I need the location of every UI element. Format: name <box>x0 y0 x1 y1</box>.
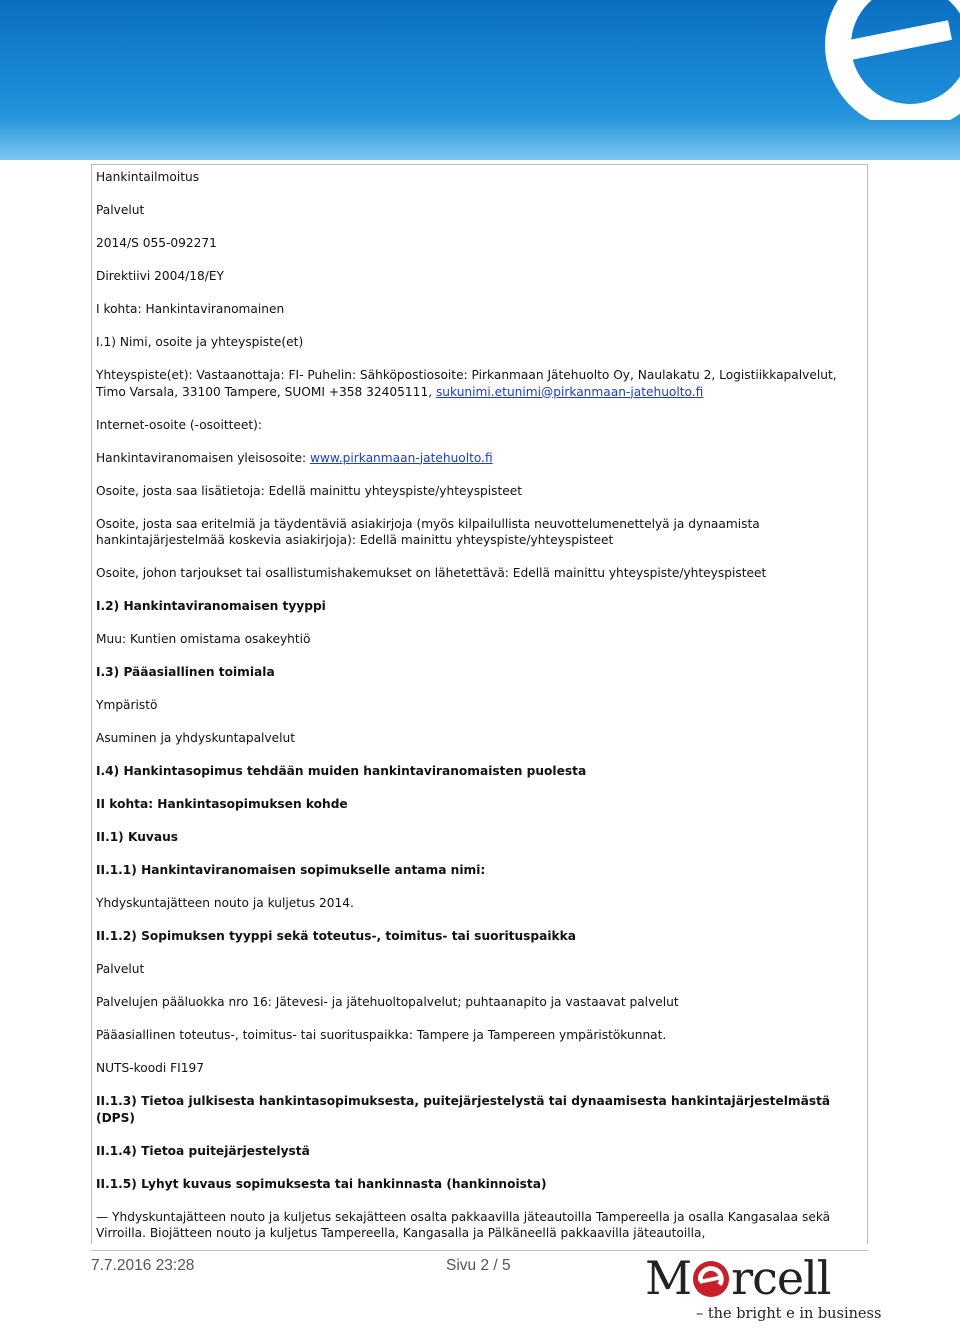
paragraph-text: II.1.4) Tietoa puitejärjestelystä <box>96 1143 310 1158</box>
section-heading <box>96 664 868 681</box>
paragraph-text: I.3) Pääasiallinen toimiala <box>96 665 275 679</box>
paragraph <box>96 367 868 400</box>
paragraph-text: I.4) Hankintasopimus tehdään muiden hankintaviranomaisten puolesta <box>96 764 587 778</box>
paragraph <box>96 516 868 549</box>
paragraph-text: Hankintaviranomaisen yleisosoite: <box>96 450 310 465</box>
logo-text-left: M <box>645 1251 692 1305</box>
paragraph-text: Palvelut <box>96 962 145 976</box>
paragraph <box>96 961 868 978</box>
footer-page-number: Sivu 2 / 5 <box>446 1257 511 1274</box>
paragraph-link[interactable]: www.pirkanmaan-jatehuolto.fi <box>309 450 493 465</box>
footer-tagline: – the bright e in business <box>696 1306 882 1322</box>
document-body <box>96 169 868 1244</box>
paragraph <box>96 565 868 582</box>
paragraph-text: I kohta: Hankintaviranomainen <box>96 302 285 316</box>
paragraph-text: II kohta: Hankintasopimuksen kohde <box>96 797 348 811</box>
section-heading <box>96 763 868 780</box>
logo-text-right: rcell <box>731 1251 831 1305</box>
paragraph-text: II.1.5) Lyhyt kuvaus sopimuksesta tai hankinnasta (hankinnoista) <box>96 1176 547 1191</box>
marcell-logo <box>645 1252 831 1304</box>
section-heading <box>96 862 868 879</box>
paragraph-text: Direktiivi 2004/18/EY <box>96 269 224 283</box>
paragraph-text: II.1.3) Tietoa julkisesta hankintasopimuksesta, puitejärjestelystä tai dynaamisesta hankintajärjestelmästä (DPS) <box>96 1094 835 1125</box>
paragraph-text: Asuminen ja yhdyskuntapalvelut <box>96 731 296 745</box>
document-frame <box>91 164 868 1244</box>
paragraph <box>96 697 868 714</box>
paragraph-text: I.1) Nimi, osoite ja yhteyspiste(et) <box>96 335 304 349</box>
paragraph-text: NUTS-koodi FI197 <box>96 1061 205 1075</box>
paragraph-link[interactable]: sukunimi.etunimi@pirkanmaan-jatehuolto.fi <box>435 384 704 399</box>
paragraph-text: Muu: Kuntien omistama osakeyhtiö <box>96 632 311 646</box>
section-heading <box>96 928 868 945</box>
paragraph <box>96 1027 868 1044</box>
paragraph-text: Ympäristö <box>96 698 158 712</box>
paragraph <box>96 1209 868 1242</box>
section-heading <box>96 796 868 813</box>
section-heading <box>96 1176 868 1193</box>
paragraph <box>96 994 868 1011</box>
banner-gradient <box>0 120 960 160</box>
paragraph-text: Osoite, josta saa lisätietoja: Edellä mainittu yhteyspiste/yhteyspisteet <box>96 483 523 498</box>
paragraph-text: Yhdyskuntajätteen nouto ja kuljetus 2014. <box>96 896 354 910</box>
section-heading <box>96 1143 868 1160</box>
paragraph <box>96 730 868 747</box>
paragraph-text: Osoite, josta saa eritelmiä ja täydentäviä asiakirjoja (myös kilpailullista neuvottelumenettelyä ja dynaamista hankintajärjestelmää koskevia asiakirjoja): Edellä mainittu yhteyspiste/yhteyspisteet <box>96 516 764 547</box>
paragraph <box>96 169 868 186</box>
paragraph-text: II.1) Kuvaus <box>96 830 178 844</box>
paragraph-text: II.1.2) Sopimuksen tyyppi sekä toteutus-, toimitus- tai suorituspaikka <box>96 929 576 943</box>
paragraph <box>96 202 868 219</box>
section-heading <box>96 598 868 615</box>
section-heading <box>96 829 868 846</box>
paragraph-text: Internet-osoite (-osoitteet): <box>96 417 263 432</box>
paragraph <box>96 268 868 285</box>
paragraph-text: 2014/S 055-092271 <box>96 236 217 250</box>
paragraph <box>96 334 868 351</box>
paragraph-text: Palvelut <box>96 203 145 217</box>
paragraph <box>96 450 868 467</box>
paragraph <box>96 631 868 648</box>
paragraph-text: Yhteyspiste(et): Vastaanottaja: FI- Puhelin: Sähköpostiosoite: Pirkanmaan Jätehuolto Oy, Naulakatu 2, Logistiikkapalvelut, Timo Varsala, 33100 Tampere, SUOMI +358 32405111, <box>96 368 841 399</box>
paragraph <box>96 1060 868 1077</box>
paragraph-text: Pääasiallinen toteutus-, toimitus- tai suorituspaikka: Tampere ja Tampereen ympäristökunnat. <box>96 1028 667 1042</box>
paragraph-text: Palvelujen pääluokka nro 16: Jätevesi- ja jätehuoltopalvelut; puhtaanapito ja vastaavat palvelut <box>96 995 679 1009</box>
paragraph-text: II.1.1) Hankintaviranomaisen sopimukselle antama nimi: <box>96 863 486 877</box>
paragraph <box>96 483 868 500</box>
section-heading <box>96 1093 868 1126</box>
paragraph-text: Osoite, johon tarjoukset tai osallistumishakemukset on lähetettävä: Edellä mainittu yhteyspiste/yhteyspisteet <box>96 566 767 580</box>
paragraph-text: — Yhdyskuntajätteen nouto ja kuljetus sekajätteen osalta pakkaavilla jäteautoilla Tampereella ja osalla Kangasalaa sekä Virroilla. Biojätteen nouto ja kuljetus Tampereella, Kangasalla ja Pälkäneellä pakkaavilla jäteautoilla, <box>96 1209 835 1240</box>
paragraph <box>96 417 868 434</box>
paragraph-text: I.2) Hankintaviranomaisen tyyppi <box>96 599 326 613</box>
footer-timestamp: 7.7.2016 23:28 <box>91 1257 195 1274</box>
header-banner <box>0 0 960 160</box>
paragraph <box>96 235 868 252</box>
paragraph-text: Hankintailmoitus <box>96 170 200 184</box>
paragraph <box>96 301 868 318</box>
marcell-e-icon <box>692 1260 730 1298</box>
paragraph <box>96 895 868 912</box>
marcell-e-logo-icon <box>810 0 960 120</box>
